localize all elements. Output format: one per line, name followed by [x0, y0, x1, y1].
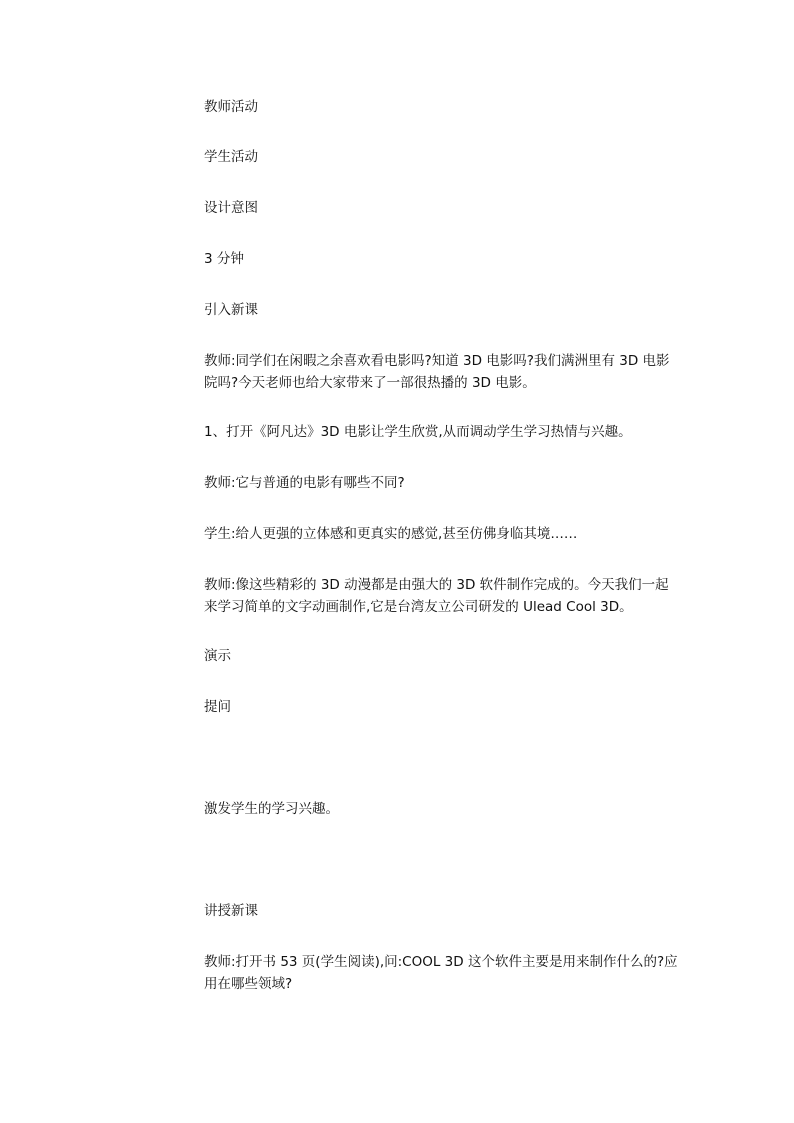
paragraph-design-intent: 设计意图	[204, 200, 258, 216]
paragraph-teacher-open-book: 教师:打开书 53 页(学生阅读),问:COOL 3D 这个软件主要是用来制作什么的?应用在哪些领域?	[204, 954, 678, 992]
paragraph-teacher-question-3d-movie: 教师:同学们在闲暇之余喜欢看电影吗?知道 3D 电影吗?我们满洲里有 3D 电影院吗?今天老师也给大家带来了一部很热播的 3D 电影。	[204, 353, 670, 391]
paragraph-introduce-lesson: 引入新课	[204, 302, 258, 318]
paragraph-ask: 提问	[204, 699, 231, 715]
paragraph-demonstrate: 演示	[204, 648, 231, 664]
paragraph-teacher-activity: 教师活动	[204, 99, 258, 115]
paragraph-stimulate-interest: 激发学生的学习兴趣。	[204, 801, 339, 817]
paragraph-teach-new-lesson: 讲授新课	[204, 903, 258, 919]
paragraph-teacher-difference: 教师:它与普通的电影有哪些不同?	[204, 475, 405, 491]
paragraph-open-avatar: 1、打开《阿凡达》3D 电影让学生欣赏,从而调动学生学习热情与兴趣。	[204, 424, 632, 440]
paragraph-teacher-software-intro: 教师:像这些精彩的 3D 动漫都是由强大的 3D 软件制作完成的。今天我们一起来学习简单的文字动画制作,它是台湾友立公司研发的 Ulead Cool 3D。	[204, 577, 669, 615]
paragraph-student-answer: 学生:给人更强的立体感和更真实的感觉,甚至仿佛身临其境……	[204, 526, 578, 542]
paragraph-duration: 3 分钟	[204, 251, 244, 267]
paragraph-student-activity: 学生活动	[204, 149, 258, 165]
